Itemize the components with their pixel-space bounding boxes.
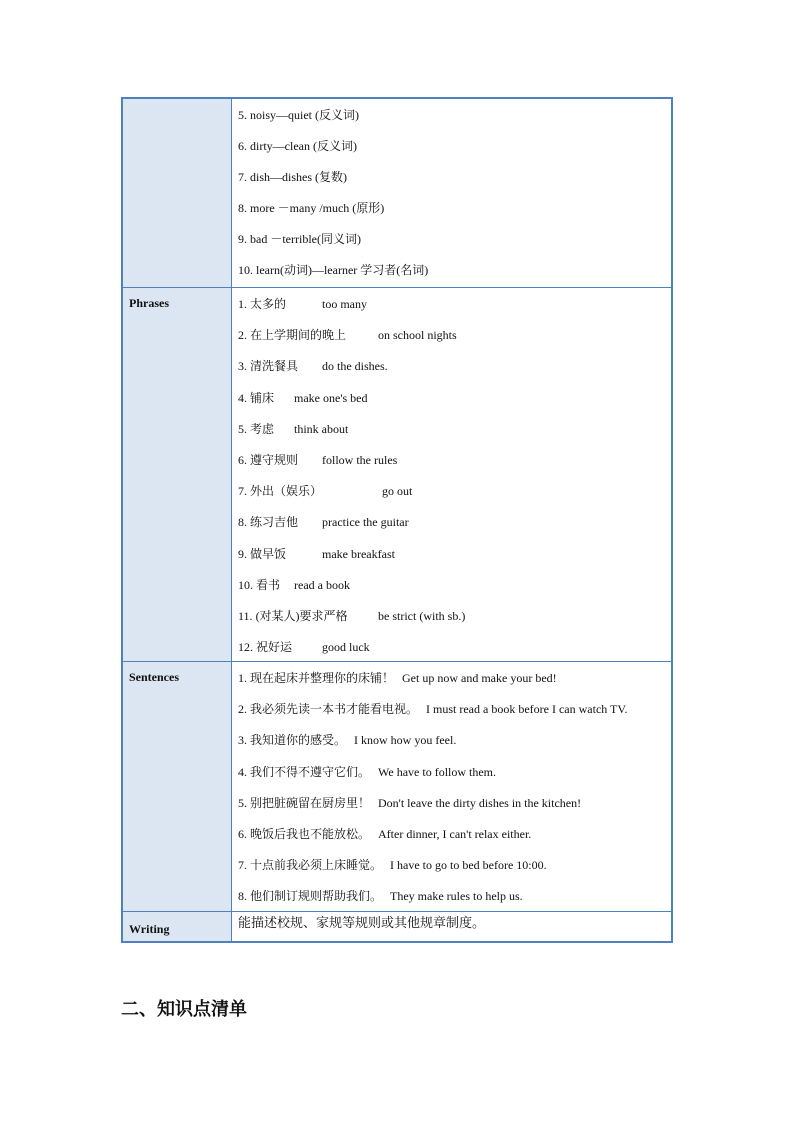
row-label: Phrases [129,296,169,310]
sentence-item [238,858,547,872]
item-number: 1. [238,297,250,311]
vocab-item: 10. learn(动词)—learner 学习者(名词) [238,263,429,277]
section-heading: 二、知识点清单 [121,999,247,1020]
item-chinese: 现在起床并整理你的床铺！ [250,671,395,685]
row-label: Sentences [129,670,179,684]
sentence-item [238,796,581,810]
item-chinese: 考虑 [250,421,275,436]
item-chinese: 遵守规则 [250,453,299,467]
item-number: 1. [238,671,250,685]
item-number: 10. [238,577,256,592]
sentence-item [238,827,531,841]
item-number: 2. [238,328,250,343]
item-english: think about [294,421,349,436]
sentence-item [238,702,628,716]
item-english: do the dishes. [322,359,388,374]
item-english: I must read a book before I can watch TV. [426,702,628,717]
phrase-item [238,359,388,374]
item-chinese: 别把脏碗留在厨房里！ [250,795,371,810]
phrase-item [238,297,367,311]
item-english: too many [322,297,367,311]
item-english: be strict (with sb.) [378,609,466,623]
phrase-item [238,328,457,343]
item-number: 7. [238,858,250,873]
item-number: 5. [238,795,250,810]
item-chinese: 十点前我必须上床睡觉。 [250,858,383,873]
item-chinese: 晚饭后我也不能放松。 [250,827,371,841]
item-chinese: 祝好运 [256,640,293,655]
row-label-cell [123,288,232,662]
sentence-item [238,733,456,747]
item-english: practice the guitar [322,515,409,530]
item-number: 5. [238,421,250,436]
item-number: 4. [238,764,250,779]
item-chinese: 他们制订规则帮助我们。 [250,889,383,904]
item-number: 12. [238,640,256,655]
phrase-item [238,453,398,467]
phrase-item [238,515,409,530]
vocabulary-table [121,97,673,943]
item-chinese: 清洗餐具 [250,359,299,374]
sentence-item [238,671,557,685]
item-number: 8. [238,889,250,904]
row-label: Writing [129,922,170,936]
item-chinese: 看书 [256,577,281,592]
item-english: read a book [294,577,350,592]
row-label-cell [123,99,232,287]
item-chinese: 太多的 [250,297,287,311]
row-content-cell [232,288,671,662]
item-chinese: 我必须先读一本书才能看电视。 [250,702,419,717]
vocab-item: 8. more －many /much (原形) [238,201,385,215]
table-row-sentences [123,661,671,912]
sentence-item [238,889,523,903]
item-english: good luck [322,640,370,655]
item-english: After dinner, I can't relax either. [378,827,532,841]
item-english: follow the rules [322,453,398,467]
phrase-item [238,640,370,655]
row-label-cell [123,912,232,941]
row-label-cell [123,662,232,912]
table-row-phrases [123,287,671,662]
row-content-cell [232,99,671,287]
item-number: 6. [238,453,250,467]
row-content-cell [232,662,671,912]
item-number: 3. [238,359,250,374]
item-english: Get up now and make your bed! [402,671,557,685]
item-chinese: 我们不得不遵守它们。 [250,764,371,779]
item-number: 11. [238,609,256,623]
row-content-cell [232,912,671,941]
item-number: 6. [238,827,250,841]
item-english: I know how you feel. [354,733,457,748]
item-chinese: 外出（娱乐） [250,484,323,499]
item-chinese: 练习吉他 [250,515,299,530]
item-english: on school nights [378,328,457,343]
table-row-vocabulary [123,99,671,287]
item-chinese: 铺床 [250,390,275,405]
item-english: make one's bed [294,390,368,405]
item-chinese: (对某人)要求严格 [255,609,348,623]
table-row-writing [123,911,671,941]
phrase-item [238,577,350,592]
phrase-item [238,546,395,561]
item-number: 8. [238,515,250,530]
item-chinese: 在上学期间的晚上 [250,328,347,343]
writing-text: 能描述校规、家规等规则或其他规章制度。 [238,915,486,930]
item-english: go out [382,484,413,499]
phrase-item [238,609,466,623]
item-english: They make rules to help us. [390,889,523,904]
vocab-item: 9. bad －terrible(同义词) [238,232,361,246]
item-number: 7. [238,484,250,499]
phrase-item [238,421,349,436]
item-chinese: 我知道你的感受。 [250,733,347,748]
item-number: 3. [238,733,250,748]
item-number: 4. [238,390,250,405]
item-chinese: 做早饭 [250,546,287,561]
vocab-item: 7. dish—dishes (复数) [238,170,347,184]
phrase-item [238,484,413,499]
item-number: 9. [238,546,250,561]
item-english: I have to go to bed before 10:00. [390,858,547,873]
phrase-item [238,390,368,405]
vocab-item: 5. noisy—quiet (反义词) [238,108,359,122]
vocab-item: 6. dirty—clean (反义词) [238,139,357,153]
item-english: Don't leave the dirty dishes in the kitchen! [378,795,582,810]
item-number: 2. [238,702,250,717]
item-english: make breakfast [322,546,395,561]
sentence-item [238,765,496,779]
item-english: We have to follow them. [378,764,497,779]
